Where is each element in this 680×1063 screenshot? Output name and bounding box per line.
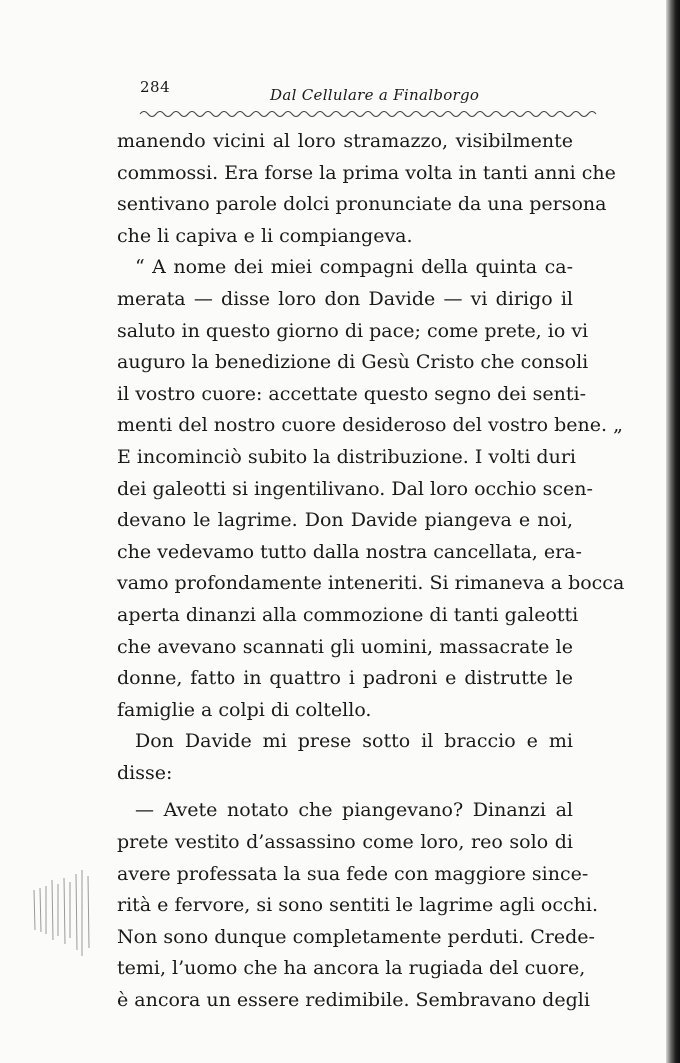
text-line-8: auguro la benedizione di Gesù Cristo che consoli	[117, 351, 589, 374]
text-line-1: manendo vicini al loro stramazzo, visibilmente	[117, 130, 573, 152]
body-text	[117, 126, 625, 1017]
text-line-26: Non sono dunque completamente perduti. Crede-	[117, 925, 595, 948]
ornamental-wavy-rule	[140, 108, 600, 120]
text-line-21: disse:	[117, 761, 173, 784]
text-line-7: saluto in questo giorno di pace; come prete, io vi	[117, 319, 589, 342]
text-line-9: il vostro cuore: accettate questo segno dei senti-	[117, 382, 587, 405]
text-line-2: commossi. Era forse la prima volta in tanti anni che	[117, 161, 616, 184]
text-line-22: — Avete notato che piangevano? Dinanzi al	[135, 799, 573, 822]
text-line-10: menti del nostro cuore desideroso del vostro bene. „	[117, 414, 623, 437]
running-title: Dal Cellulare a Finalborgo	[270, 86, 480, 104]
text-line-6: merata — disse loro don Davide — vi dirigo il	[117, 287, 573, 310]
page-header	[140, 78, 600, 110]
text-line-4: che li capiva e li compiangeva.	[117, 224, 413, 247]
text-line-19: famiglie a colpi di coltello.	[117, 698, 372, 721]
text-line-3: sentivano parole dolci pronunciate da una persona	[117, 193, 607, 216]
text-line-11: E incominciò subito la distribuzione. I volti duri	[117, 445, 576, 468]
text-line-13: devano le lagrime. Don Davide piangeva e noi,	[117, 509, 573, 532]
text-line-17: che avevano scannati gli uomini, massacrate le	[117, 635, 573, 658]
text-line-20: Don Davide mi prese sotto il braccio e mi	[135, 730, 573, 753]
page-number: 284	[140, 78, 171, 96]
text-line-27: temi, l’uomo che ha ancora la rugiada del cuore,	[117, 957, 586, 980]
margin-pencil-marks	[30, 860, 110, 970]
text-line-24: avere professata la sua fede con maggiore since-	[117, 862, 589, 885]
text-line-16: aperta dinanzi alla commozione di tanti galeotti	[117, 603, 579, 626]
page-edge-shadow	[666, 0, 680, 1063]
text-line-23: prete vestito d’assassino come loro, reo solo di	[117, 831, 573, 854]
text-line-14: che vedevamo tutto dalla nostra cancellata, era-	[117, 540, 582, 563]
text-line-28: è ancora un essere redimibile. Sembravano degli	[117, 989, 590, 1012]
text-line-12: dei galeotti si ingentilivano. Dal loro occhio scen-	[117, 477, 593, 500]
text-line-18: donne, fatto in quattro i padroni e distrutte le	[117, 667, 573, 690]
text-line-25: rità e fervore, si sono sentiti le lagrime agli occhi.	[117, 894, 598, 917]
text-line-15: vamo profondamente inteneriti. Si rimaneva a bocca	[117, 572, 625, 595]
text-line-5: “ A nome dei miei compagni della quinta ca-	[135, 256, 573, 279]
